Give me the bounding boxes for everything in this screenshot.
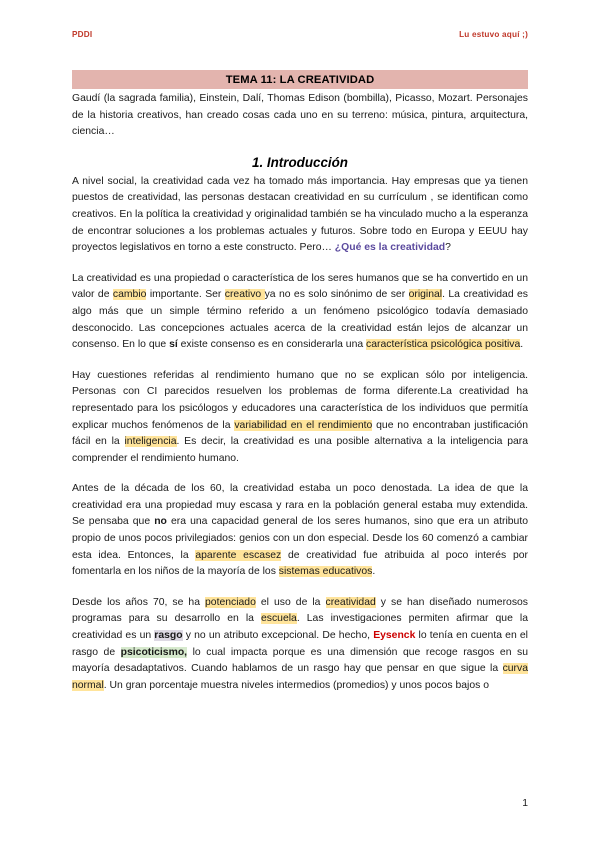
p2-segment-1: La creatividad es una propiedad o característica de los seres humanos que se ha convertido en un valor de [72, 272, 528, 301]
intro-paragraph [72, 91, 528, 141]
p2-segment-5: existe consenso es en considerarla una [177, 339, 367, 351]
p3-highlight-variabilidad: variabilidad en el rendimiento [234, 419, 373, 431]
p3-segment-1: Hay cuestiones referidas al rendimiento humano que no se explican sólo por inteligencia. Personas con CI parecidos resuelven los problemas de forma diferente.La creatividad ha representado para los psicólogos y educadores una característica de los individuos que permitía explicar muchos fenómenos de la [72, 369, 528, 431]
p5-segment-7: lo cual impacta porque es una dimensión que recoge rasgos en su mayoría desadaptativos. Cuando hablamos de un rasgo hay que pensar en que sigue la [72, 646, 529, 675]
p1-segment-2: ? [445, 242, 451, 254]
paragraph-2 [72, 271, 528, 354]
p5-highlight-escuela: escuela [261, 613, 297, 625]
p5-highlight-rasgo: rasgo [154, 630, 183, 642]
page-number: 1 [522, 798, 528, 809]
p2-bold-si: sí [169, 339, 178, 351]
p2-highlight-creativo: creativo [224, 289, 265, 301]
p2-highlight-caracteristica: característica psicológica positiva [366, 339, 521, 351]
paragraph-4 [72, 481, 528, 581]
intro-paragraph-text: Gaudí (la sagrada familia), Einstein, Dalí, Thomas Edison (bombilla), Picasso, Mozart. Personajes de la historia creativos, han creado cosas cada uno en su terreno: música, pintura, arquitectura, ciencia… [72, 93, 528, 138]
p5-segment-5: y no un atributo excepcional. De hecho, [182, 630, 374, 642]
p5-highlight-psicoticismo: psicoticismo, [120, 646, 188, 658]
p2-segment-2: importante. Ser [146, 289, 225, 301]
p4-segment-1: Antes de la década de los 60, la creatividad estaba un poco denostada. La idea de que la creatividad era una propiedad muy escasa y rara en la población general estaba muy extendida. Se pensaba que [72, 483, 528, 528]
p3-segment-2: que no encontraban justificación fácil en la [72, 419, 528, 448]
document-title: TEMA 11: LA CREATIVIDAD [225, 73, 375, 86]
p1-segment-1: A nivel social, la creatividad cada vez ha tomado más importancia. Hay empresas que ya tienen puestos de creatividad, las personas destacan creatividad en su currículum , se identifican como creativos. En la política la creatividad y originalidad también se ha vinculado mucho a la esperanza de encontrar soluciones a los problemas actuales y futuros. Sobre todo en Europa y EEUU hay proyectos legislativos en torno a este constructo. Pero… [72, 175, 528, 254]
p3-highlight-inteligencia: inteligencia [124, 436, 177, 448]
title-banner [72, 70, 528, 89]
header-right-label: Lu estuvo aquí ;) [459, 30, 528, 39]
p5-name-eysenck: Eysenck [373, 630, 416, 642]
p3-segment-3: . Es decir, la creatividad es una posible alternativa a la inteligencia para comprender el rendimiento humano. [72, 436, 528, 464]
p5-highlight-potenciado: potenciado [205, 596, 256, 608]
p4-segment-2: era una capacidad general de los seres humanos, sino que era un atributo propio de unos pocos privilegiados: genios con un don especial. Desde los 60 comenzó a cambiar esta idea. Entonces, la [72, 516, 529, 561]
p5-segment-8: . Un gran porcentaje muestra niveles intermedios (promedios) y unos pocos bajos o [103, 679, 489, 691]
p4-segment-4: . [372, 566, 376, 578]
document-body [72, 91, 528, 708]
p2-segment-6: . [520, 339, 524, 351]
p4-highlight-escasez: aparente escasez [195, 549, 282, 561]
p2-segment-3: ya no es solo sinónimo de ser [264, 289, 409, 301]
running-head [72, 30, 528, 39]
p2-highlight-original: original [408, 289, 443, 301]
p1-emphasis-question: ¿Qué es la creatividad [334, 242, 446, 254]
paragraph-5 [72, 595, 528, 695]
paragraph-1 [72, 174, 528, 257]
p5-segment-2: el uso de la [255, 596, 326, 608]
p5-segment-6: lo tenía en cuenta en el rasgo de [72, 630, 528, 658]
p5-segment-1: Desde los años 70, se ha [72, 596, 206, 608]
p2-highlight-cambio: cambio [112, 289, 147, 301]
p5-highlight-creatividad: creatividad [325, 596, 376, 608]
p4-bold-no: no [154, 516, 167, 528]
p5-highlight-curva-normal: curva normal [72, 663, 528, 691]
p4-highlight-sistemas-educativos: sistemas educativos [278, 566, 373, 578]
p4-segment-3: de creatividad fue atribuida al poco interés por fomentarla en los niños de la mayoría de los [72, 549, 528, 578]
p5-segment-3: y se han diseñado numerosos programas para su desarrollo en la [72, 596, 528, 625]
header-left-label: PDDI [72, 30, 93, 39]
paragraph-3 [72, 368, 528, 468]
p5-segment-4: . Las investigaciones permiten afirmar que la creatividad es un [72, 613, 529, 642]
p2-segment-4: . La creatividad es algo más que un simple término referido a un fenómeno psicológico todavía demasiado desconocido. Las concepciones actuales acerca de la creatividad están lejos de alcanzar un consenso. En lo que [72, 289, 529, 351]
section-heading-introduccion: 1. Introducción [252, 154, 348, 170]
